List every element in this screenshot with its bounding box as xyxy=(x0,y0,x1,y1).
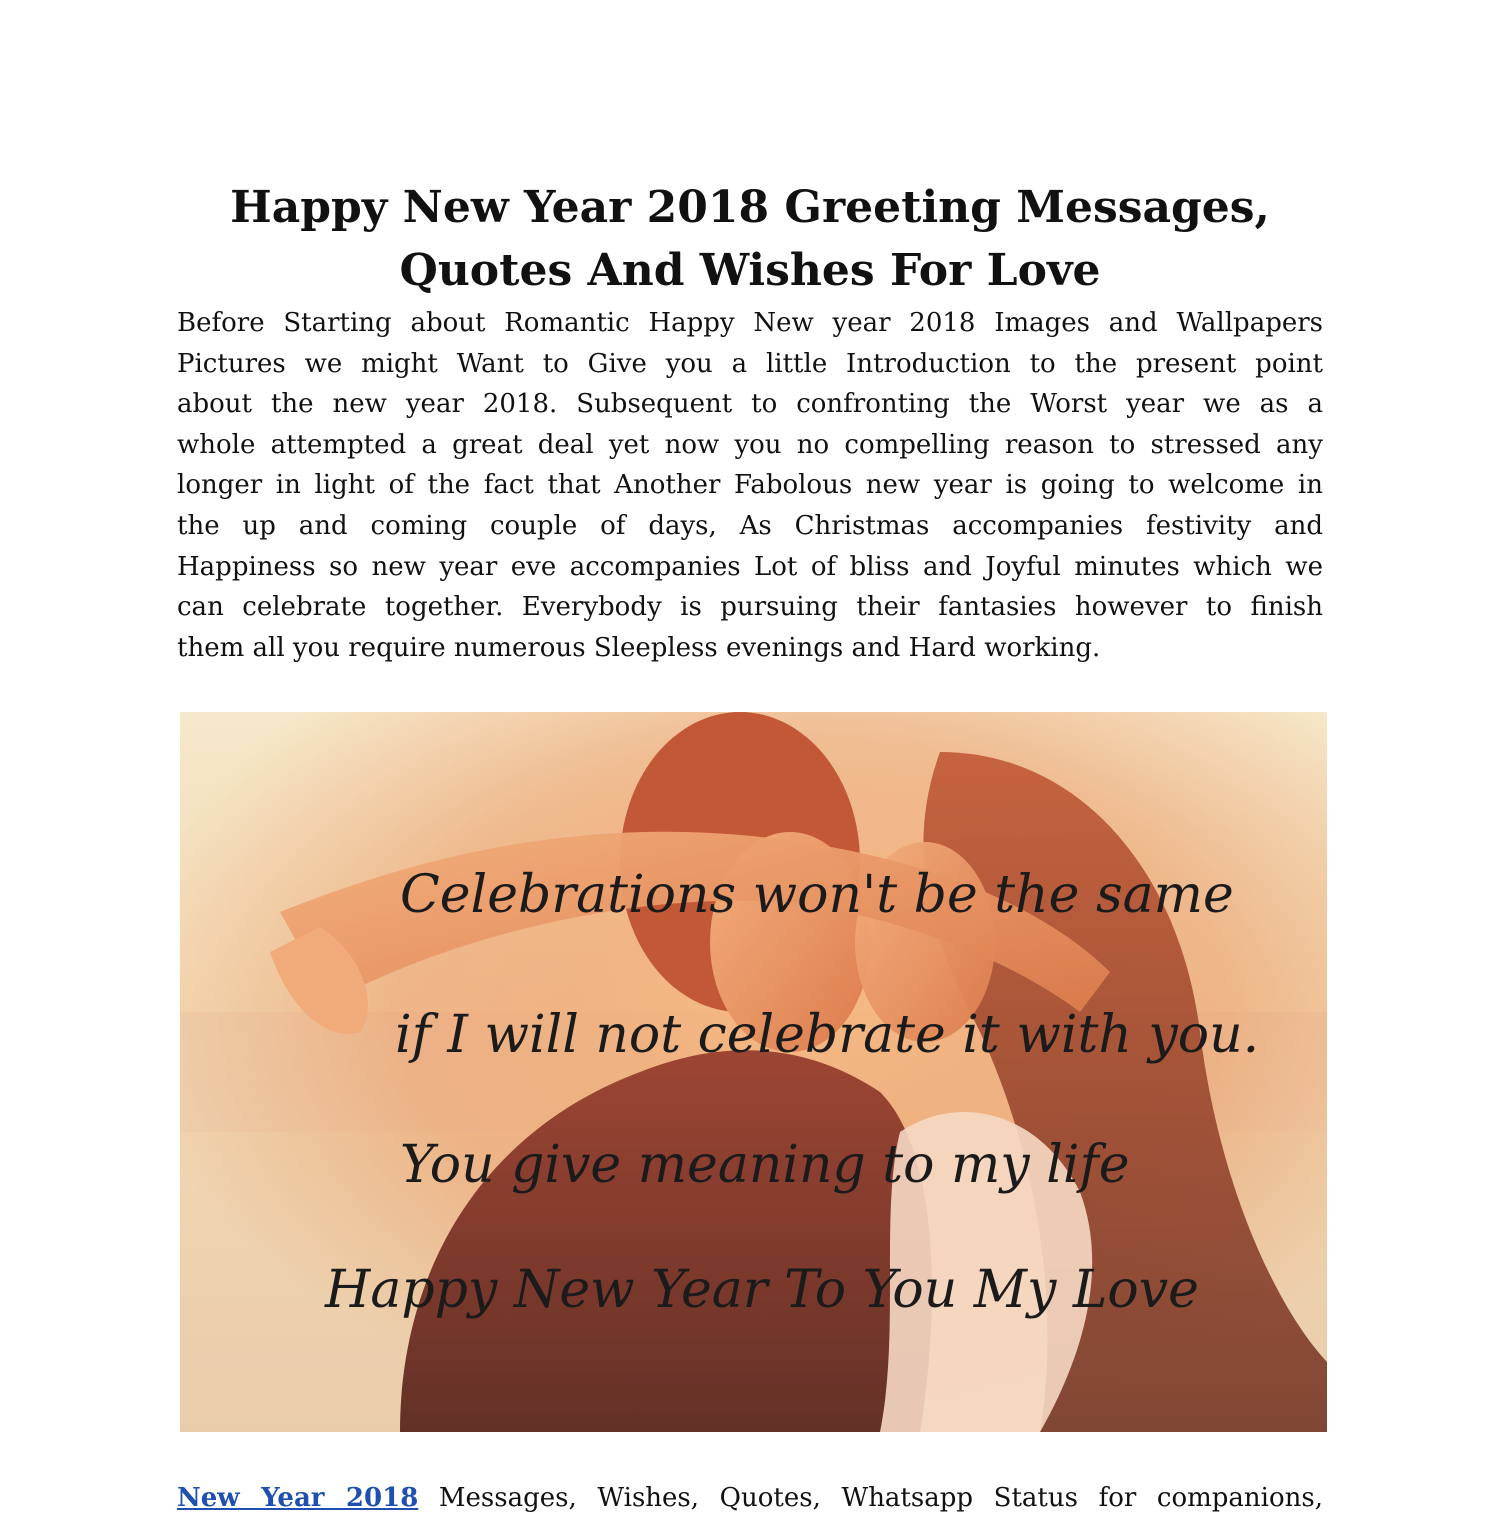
new-year-2018-link[interactable]: New Year 2018 xyxy=(177,1483,419,1513)
bottom-paragraph xyxy=(177,1478,1323,1518)
page-title xyxy=(150,176,1350,302)
intro-line: the up and coming couple of days, As Christmas accompanies festivity and xyxy=(177,510,1323,541)
intro-line: about the new year 2018. Subsequent to confronting the Worst year we as a xyxy=(177,389,1323,420)
intro-line: Happiness so new year eve accompanies Lot of bliss and Joyful minutes which we xyxy=(177,551,1323,582)
intro-line: them all you require numerous Sleepless evenings and Hard working. xyxy=(177,632,1101,663)
quote-line: Happy New Year To You My Love xyxy=(325,1260,1199,1320)
bottom-text: Messages, Wishes, Quotes, Whatsapp Status for companions, xyxy=(418,1483,1323,1513)
intro-line: whole attempted a great deal yet now you no compelling reason to stressed any xyxy=(177,429,1323,460)
intro-line: can celebrate together. Everybody is pursuing their fantasies however to finish xyxy=(177,592,1323,623)
title-line: Quotes And Wishes For Love xyxy=(399,245,1101,296)
quote-line: Celebrations won't be the same xyxy=(400,865,1234,925)
greeting-image-art xyxy=(180,712,1327,1432)
title-line: Happy New Year 2018 Greeting Messages, xyxy=(230,182,1270,233)
intro-paragraph xyxy=(177,303,1323,668)
intro-line: longer in light of the fact that Another Fabolous new year is going to welcome in xyxy=(177,470,1323,501)
quote-line: You give meaning to my life xyxy=(400,1135,1130,1195)
intro-line: Pictures we might Want to Give you a little Introduction to the present point xyxy=(177,348,1323,379)
quote-line: if I will not celebrate it with you. xyxy=(395,1005,1260,1065)
couple-greeting-image xyxy=(180,712,1327,1432)
intro-line: Before Starting about Romantic Happy New year 2018 Images and Wallpapers xyxy=(177,308,1323,338)
